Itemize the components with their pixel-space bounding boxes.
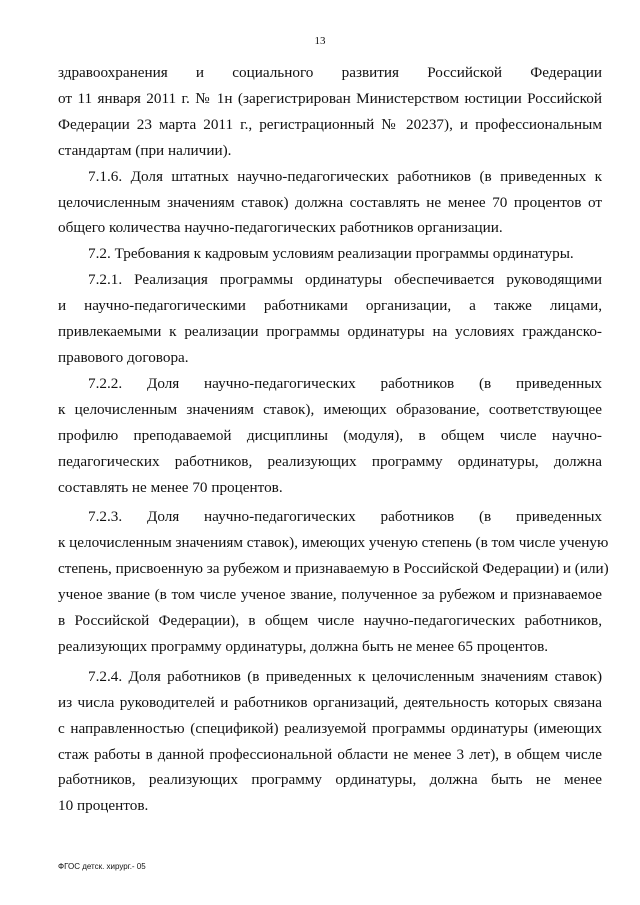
text-line: к целочисленным значениям ставок), имеющих образование, соответствующее [58, 400, 602, 418]
paragraph-7-1-6 [58, 164, 602, 242]
text-line: ученое звание (в том числе ученое звание, полученное за рубежом и признаваемое [58, 586, 602, 604]
text-line: привлекаемыми к реализации программы ординатуры на условиях гражданско- [58, 323, 602, 341]
text-line: педагогических работников, реализующих программу ординатуры, должна [58, 452, 602, 470]
text-line: стандартам (при наличии). [58, 141, 232, 159]
text-line: профилю преподаваемой дисциплины (модуля), в общем числе научно- [58, 426, 602, 444]
text-line: с направленностью (спецификой) реализуемой программы ординатуры (имеющих [58, 719, 602, 737]
text-line: здравоохранения и социального развития Российской Федерации [58, 64, 602, 81]
text-line: в Российской Федерации), в общем числе научно-педагогических работников, [58, 612, 602, 630]
text-line: стаж работы в данной профессиональной области не менее 3 лет), в общем числе [58, 745, 602, 763]
text-line: 7.2. Требования к кадровым условиям реализации программы ординатуры. [88, 245, 574, 263]
footer-document-code: ФГОС детск. хирург.- 05 [58, 862, 146, 871]
text-line: реализующих программу ординатуры, должна быть не менее 65 процентов. [58, 637, 549, 655]
text-line: общего количества научно-педагогических работников организации. [58, 219, 503, 237]
text-line: от 11 января 2011 г. № 1н (зарегистрирован Министерством юстиции Российской [58, 89, 602, 107]
text-line: и научно-педагогическими работниками организации, а также лицами, [58, 297, 602, 315]
text-line: целочисленным значениям ставок) должна составлять не менее 70 процентов от [58, 193, 602, 211]
paragraph-7-2-2 [58, 371, 602, 501]
text-line: 7.1.6. Доля штатных научно-педагогических работников (в приведенных к [88, 167, 602, 185]
paragraph-7-2-4 [58, 664, 602, 819]
text-line: составлять не менее 70 процентов. [58, 478, 283, 496]
text-line: Федерации 23 марта 2011 г., регистрационный № 20237), и профессиональным [58, 115, 602, 133]
paragraph-7-2-1 [58, 267, 602, 371]
paragraph-continuation [58, 60, 602, 164]
text-line: степень, присвоенную за рубежом и признаваемую в Российской Федерации) и (или) [58, 560, 609, 578]
text-line: из числа руководителей и работников организаций, деятельность которых связана [58, 693, 602, 711]
paragraph-7-2 [58, 241, 602, 267]
paragraph-7-2-3 [58, 504, 609, 659]
text-line: 7.2.1. Реализация программы ординатуры обеспечивается руководящими [88, 271, 602, 289]
text-line: к целочисленным значениям ставок), имеющих ученую степень (в том числе ученую [58, 534, 609, 552]
text-line: 7.2.4. Доля работников (в приведенных к целочисленным значениям ставок) [88, 667, 602, 685]
page-number: 13 [314, 35, 326, 47]
text-line: работников, реализующих программу ординатуры, должна быть не менее [58, 771, 602, 789]
text-line: 7.2.2. Доля научно-педагогических работников (в приведенных [88, 374, 602, 392]
document-body [58, 60, 609, 819]
text-line: правового договора. [58, 348, 189, 366]
text-line: 7.2.3. Доля научно-педагогических работников (в приведенных [88, 508, 602, 526]
text-line: 10 процентов. [58, 797, 149, 815]
